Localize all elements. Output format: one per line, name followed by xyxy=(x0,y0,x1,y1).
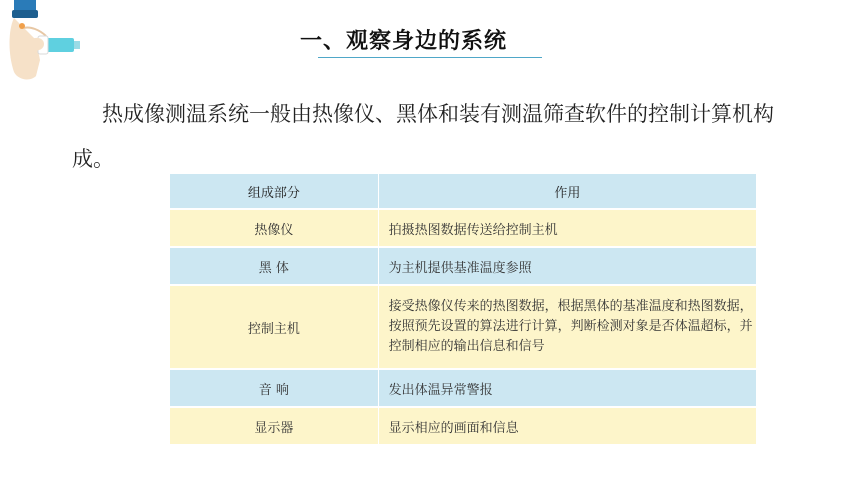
cell-role: 显示相应的画面和信息 xyxy=(378,407,756,445)
page-title: 一、观察身边的系统 xyxy=(300,29,508,54)
components-table xyxy=(170,174,757,446)
header-role: 作用 xyxy=(378,174,756,209)
cell-role: 为主机提供基准温度参照 xyxy=(378,247,756,285)
table-row xyxy=(170,369,757,407)
cell-role: 拍摄热图数据传送给控制主机 xyxy=(378,209,756,247)
hand-holding-usb-icon xyxy=(0,0,90,90)
table-row xyxy=(170,247,757,285)
table-row xyxy=(170,209,757,247)
cell-role: 接受热像仪传来的热图数据，根据黑体的基准温度和热图数据，按照预先设置的算法进行计算，判断检测对象是否体温超标，并控制相应的输出信息和信号 xyxy=(378,285,756,369)
cell-part: 控制主机 xyxy=(170,285,378,369)
intro-paragraph: 热成像测温系统一般由热像仪、黑体和装有测温筛查软件的控制计算机构成。 xyxy=(72,102,774,171)
header-part: 组成部分 xyxy=(170,174,378,209)
cell-part: 热像仪 xyxy=(170,209,378,247)
cell-part: 黑 体 xyxy=(170,247,378,285)
table-row xyxy=(170,407,757,445)
cell-role: 发出体温异常警报 xyxy=(378,369,756,407)
cell-part: 显示器 xyxy=(170,407,378,445)
title-underline xyxy=(318,57,542,58)
table-header-row xyxy=(170,174,757,209)
table-row xyxy=(170,285,757,369)
cell-part: 音 响 xyxy=(170,369,378,407)
